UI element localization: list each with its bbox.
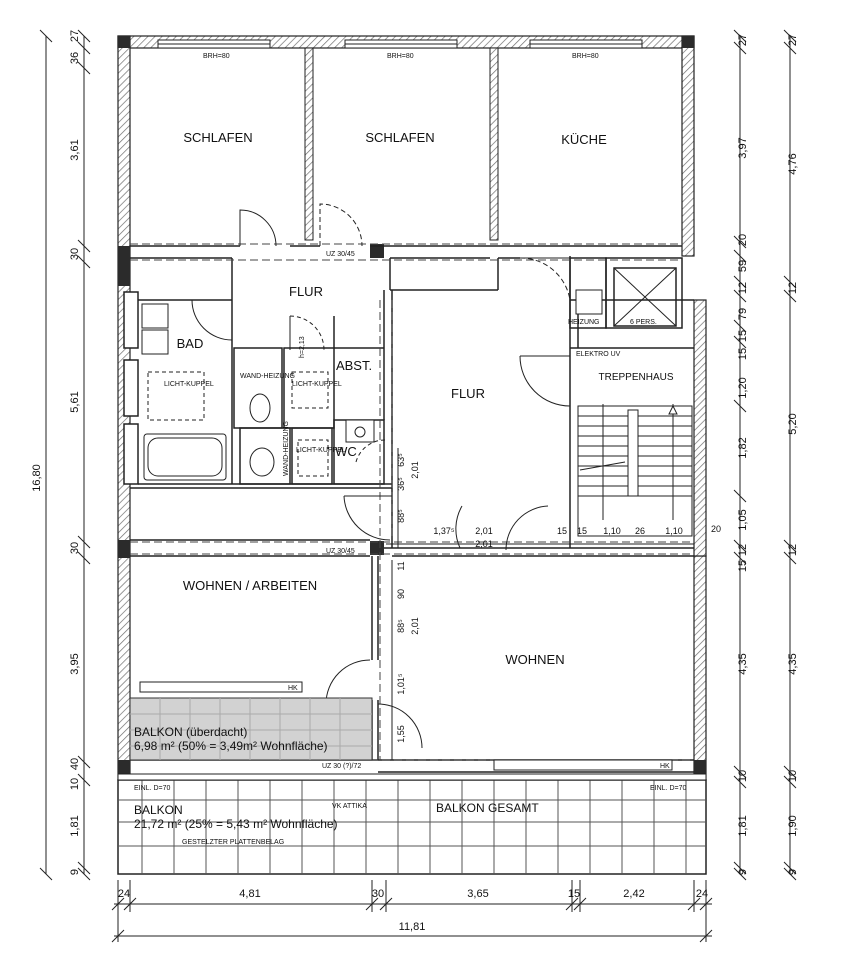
dim-bottom-2: 4,81: [239, 888, 261, 900]
room-label-wohnen: WOHNEN: [505, 652, 565, 667]
dim-left-2: 5,61: [69, 391, 81, 413]
dim-left-i3: 30: [69, 247, 81, 261]
note-h213: h=2,13: [299, 336, 306, 358]
dim-inner-88a: 88⁵: [396, 509, 406, 523]
dim-right-o9: 9: [787, 868, 799, 876]
dim-inner-110b: 1,10: [665, 526, 683, 536]
room-label-flur-top: FLUR: [289, 284, 323, 299]
dim-right-i8: 15: [737, 347, 749, 361]
dim-inner-20: 20: [710, 524, 722, 534]
dim-bottom-5: 15: [567, 888, 581, 900]
note-wandheizung-2: WAND-HEIZUNG: [283, 421, 290, 476]
room-label-treppenhaus: TREPPENHAUS: [598, 372, 674, 383]
dim-right-i17: 9: [737, 868, 749, 876]
balcony-open-title: BALKON: [134, 803, 183, 817]
note-brh-1: BRH=80: [203, 53, 230, 60]
dim-inner-63: 63⁵: [396, 453, 406, 467]
dim-inner-110a: 1,10: [603, 526, 621, 536]
note-brh-2: BRH=80: [387, 53, 414, 60]
dim-right-i5: 12: [737, 281, 749, 295]
dim-inner-201a: 2,01: [410, 461, 420, 479]
dim-right-i13: 15: [737, 559, 749, 573]
dim-inner-201b: 2,01: [475, 526, 493, 536]
dim-right-i4: 59: [737, 259, 749, 273]
dim-right-i10: 1,82: [737, 437, 749, 459]
note-einl-1: EINL. D=70: [134, 785, 171, 792]
dim-inner-137: 1,37⁵: [433, 526, 455, 536]
note-elektro: ELEKTRO UV: [576, 351, 621, 358]
dim-inner-201d: 2,01: [410, 617, 420, 635]
dim-right-i11: 1,05: [737, 509, 749, 531]
dim-left-i2: 27: [69, 29, 81, 43]
top-windows: [158, 40, 642, 48]
note-uz-mid: UZ 30/45: [326, 548, 355, 555]
note-uz-bottom: UZ 30 (?)/72: [322, 763, 362, 770]
dim-right-i12: 12: [737, 543, 749, 557]
dim-bottom-7: 24: [695, 888, 709, 900]
note-plattenbelag: GESTELZTER PLATTENBELAG: [182, 839, 285, 846]
note-vk-attika: VK ATTIKA: [332, 803, 367, 810]
dim-right-i1: 27: [737, 33, 749, 47]
dim-right-i7: 15: [737, 329, 749, 343]
dim-right-o4: 5,20: [787, 413, 799, 435]
dim-left-total: 16,80: [31, 464, 43, 492]
note-wandheizung-1: WAND-HEIZUNG: [240, 373, 295, 380]
dim-right-i2: 3,97: [737, 137, 749, 159]
note-einl-2: EINL. D=70: [650, 785, 687, 792]
room-label-wc: WC: [335, 444, 357, 459]
dim-right-i6: 79: [737, 307, 749, 321]
dim-right-o1: 27: [787, 33, 799, 47]
dim-right-o3: 12: [787, 281, 799, 295]
note-pers: 6 PERS.: [630, 319, 657, 326]
dim-inner-201c: 2,01: [475, 539, 493, 549]
dim-right-i16: 1,81: [737, 815, 749, 837]
staircase: [578, 404, 692, 536]
note-heizung: HEIZUNG: [568, 319, 600, 326]
dim-inner-15b: 15: [576, 526, 588, 536]
room-label-kueche: KÜCHE: [561, 132, 607, 147]
dim-left-i5: 10: [69, 777, 81, 791]
dim-right-o7: 10: [787, 769, 799, 783]
note-hk-2: HK: [660, 763, 670, 770]
room-label-schlafen-1: SCHLAFEN: [183, 130, 253, 145]
dim-left-i4: 30: [69, 541, 81, 555]
radiator-1: [140, 682, 302, 692]
dim-right-o8: 1,90: [787, 815, 799, 837]
dim-inner-36: 36⁵: [396, 477, 406, 491]
dim-inner-155: 1,55: [396, 725, 406, 743]
dim-right-o2: 4,76: [787, 153, 799, 175]
dim-right-o6: 4,35: [787, 653, 799, 675]
radiator-2: [494, 760, 672, 770]
note-hk-1: HK: [288, 685, 298, 692]
dim-left-3: 3,95: [69, 653, 81, 675]
balcony-covered-title: BALKON (überdacht): [134, 725, 248, 739]
room-label-abst: ABST.: [335, 358, 373, 373]
room-label-wohnen-arbeiten: WOHNEN / ARBEITEN: [182, 578, 318, 593]
dim-left-i1: 36: [69, 51, 81, 65]
note-uz-top: UZ 30/45: [326, 251, 355, 258]
dim-bottom-6: 2,42: [623, 888, 645, 900]
balcony-covered-area: 6,98 m² (50% = 3,49m² Wohnfläche): [134, 739, 328, 753]
room-label-schlafen-2: SCHLAFEN: [365, 130, 435, 145]
dim-right-i15: 10: [737, 769, 749, 783]
dim-right-i9: 1,20: [737, 377, 749, 399]
room-label-flur-mid: FLUR: [451, 386, 485, 401]
dim-inner-101: 1,01⁵: [396, 673, 406, 695]
dim-inner-11: 11: [396, 561, 406, 571]
dim-left-4: 1,81: [69, 815, 81, 837]
note-lichtkuppel-2: LICHT-KUPPEL: [292, 381, 342, 388]
dim-left-i7: 9: [69, 868, 81, 876]
elevator: [614, 268, 676, 326]
dim-right-i3: 20: [737, 233, 749, 247]
balcony-total: BALKON GESAMT: [436, 801, 539, 815]
dim-bottom-total: 11,81: [398, 921, 426, 933]
dim-bottom-1: 24: [117, 888, 131, 900]
room-label-bad: BAD: [176, 336, 204, 351]
dim-bottom-4: 3,65: [467, 888, 489, 900]
note-lichtkuppel-1: LICHT-KUPPEL: [164, 381, 214, 388]
note-lichtkuppel-3: LICHT-KUPPEL: [296, 447, 346, 454]
balcony-open-area: 21,72 m² (25% = 5,43 m² Wohnfläche): [134, 817, 338, 831]
dim-inner-88b: 88⁵: [396, 619, 406, 633]
dim-right-o5: 12: [787, 543, 799, 557]
attika-edge: [118, 774, 706, 780]
dim-left-i6: 40: [69, 757, 81, 771]
dim-inner-26: 26: [634, 526, 646, 536]
note-brh-3: BRH=80: [572, 53, 599, 60]
dim-left-1: 3,61: [69, 139, 81, 161]
dim-inner-15: 15: [556, 526, 568, 536]
dim-bottom-3: 30: [371, 888, 385, 900]
dim-inner-90: 90: [396, 588, 406, 600]
dim-right-i14: 4,35: [737, 653, 749, 675]
